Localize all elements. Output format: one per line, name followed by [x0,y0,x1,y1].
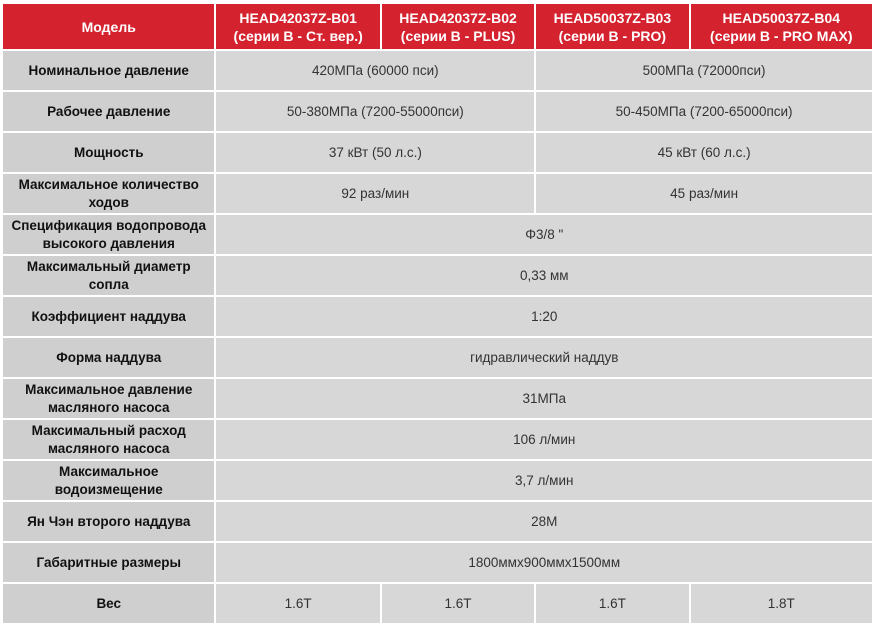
row-nozzle-diameter [3,256,872,295]
cell-value: 106 л/мин [216,420,872,459]
model-header-b02 [382,4,534,49]
model-series: (серии B - PRO) [558,27,667,44]
row-working-pressure [3,92,872,131]
row-oil-pump-flow [3,420,872,459]
model-name: HEAD42037Z-B02 [399,9,517,26]
row-label: Форма наддува [3,338,214,377]
row-label: Рабочее давление [3,92,214,131]
cell-value: 31МПа [216,379,872,418]
cell-value: 420МПа (60000 пси) [216,51,534,90]
model-header-b03 [536,4,688,49]
row-dimensions [3,543,872,582]
cell-value: 0,33 мм [216,256,872,295]
row-label: Габаритные размеры [3,543,214,582]
row-weight [3,584,872,623]
model-name: HEAD50037Z-B04 [722,9,841,26]
cell-value: 37 кВт (50 л.с.) [216,133,534,172]
row-nominal-pressure [3,51,872,90]
row-label: Мощность [3,133,214,172]
cell-value: 1800ммх900ммх1500мм [216,543,872,582]
row-label: Вес [3,584,214,623]
row-label: Максимальное количество ходов [3,174,214,213]
model-series: (серии B - Ст. вер.) [233,27,363,44]
cell-value: 45 раз/мин [536,174,872,213]
spec-table [1,2,874,625]
cell-value: 3,7 л/мин [216,461,872,500]
model-header-b04 [691,4,872,49]
row-label: Спецификация водопровода высокого давления [3,215,214,254]
row-boost-ratio [3,297,872,336]
cell-value: 1.8T [691,584,872,623]
row-second-boost [3,502,872,541]
cell-value: 92 раз/мин [216,174,534,213]
cell-value: 500МПа (72000пси) [536,51,872,90]
model-header: Модель [3,4,214,49]
row-pipe-spec [3,215,872,254]
cell-value: 1.6T [536,584,688,623]
row-oil-pump-pressure [3,379,872,418]
model-header-b01 [216,4,379,49]
cell-value: гидравлический наддув [216,338,872,377]
row-label: Максимальный диаметр сопла [3,256,214,295]
row-label: Коэффициент наддува [3,297,214,336]
row-label: Максимальное давление масляного насоса [3,379,214,418]
row-max-strokes [3,174,872,213]
cell-value: 50-380МПа (7200-55000пси) [216,92,534,131]
model-name: HEAD42037Z-B01 [239,9,357,26]
header-row [3,4,872,49]
model-name: HEAD50037Z-B03 [553,9,672,26]
cell-value: 45 кВт (60 л.с.) [536,133,872,172]
row-label: Ян Чэн второго наддува [3,502,214,541]
row-displacement [3,461,872,500]
model-series: (серии B - PRO MAX) [710,27,853,44]
cell-value: 1.6T [216,584,379,623]
row-power [3,133,872,172]
cell-value: Φ3/8 " [216,215,872,254]
cell-value: 1.6T [382,584,534,623]
cell-value: 50-450МПа (7200-65000пси) [536,92,872,131]
cell-value: 1:20 [216,297,872,336]
model-series: (серии B - PLUS) [400,27,516,44]
row-label: Номинальное давление [3,51,214,90]
row-boost-form [3,338,872,377]
row-label: Максимальный расход масляного насоса [3,420,214,459]
cell-value: 28M [216,502,872,541]
row-label: Максимальное водоизмещение [3,461,214,500]
